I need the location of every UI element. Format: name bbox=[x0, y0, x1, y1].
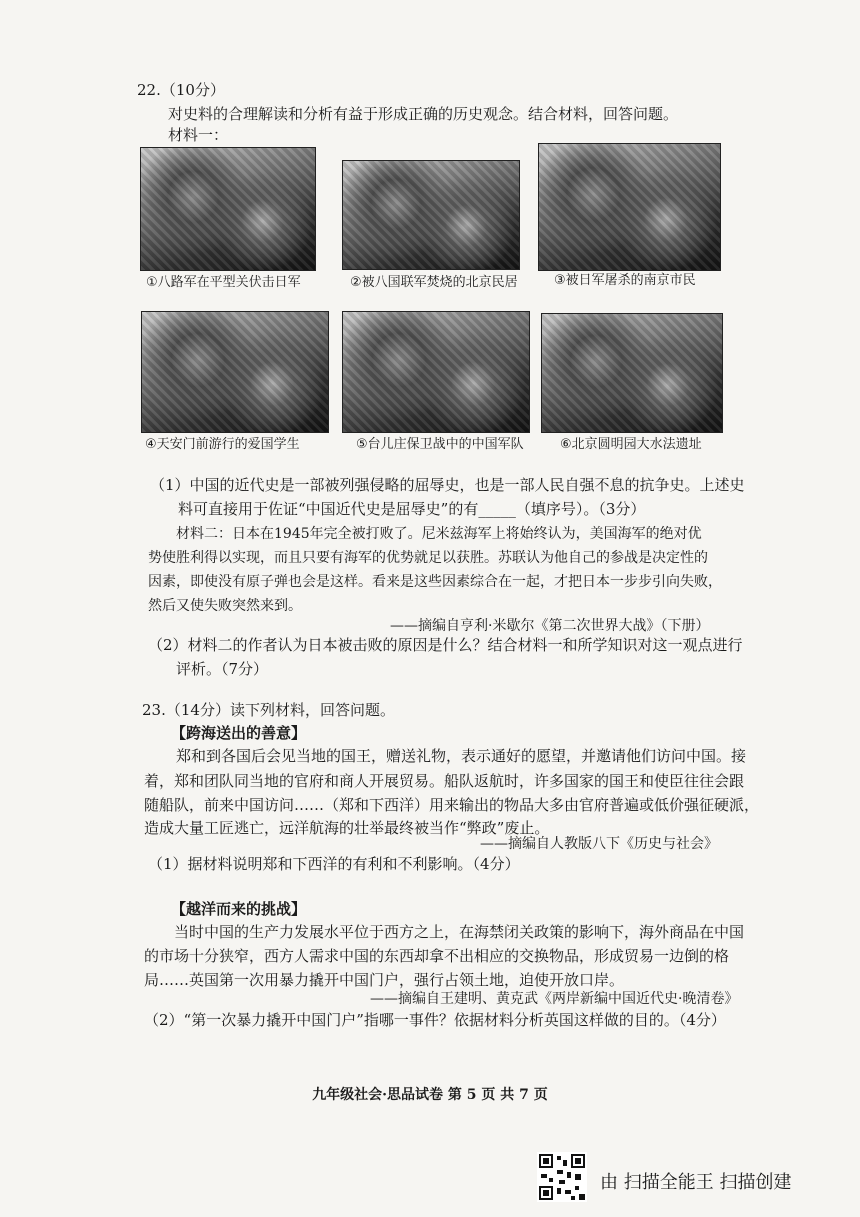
photo-1 bbox=[140, 147, 316, 271]
q22-sub1-line2: 料可直接用于佐证“中国近代史是屈辱史”的有_____（填序号）。（3分） bbox=[178, 500, 646, 518]
photo-1-caption: ①八路军在平型关伏击日军 bbox=[146, 275, 301, 290]
q23-sub2: （2）“第一次暴力撬开中国门户”指哪一事件？依据材料分析英国这样做的目的。（4分） bbox=[144, 1011, 726, 1029]
q23-section1-source: ——摘编自人教版八下《历史与社会》 bbox=[480, 836, 718, 852]
photo-2 bbox=[342, 160, 520, 270]
material2-line2: 势使胜利得以实现，而且只要有海军的优势就足以获胜。苏联认为他自己的参战是决定性的 bbox=[148, 550, 708, 566]
q22-sub2-line2: 评析。（7分） bbox=[176, 660, 269, 678]
q23-section1-line2: 着，郑和团队同当地的官府和商人开展贸易。船队返航时，许多国家的国王和使臣往往会跟 bbox=[144, 772, 745, 790]
q22-header: 22.（10分） bbox=[137, 81, 225, 99]
q23-section2-line2: 的市场十分狭窄，西方人需求中国的东西却拿不出相应的交换物品，形成贸易一边倒的格 bbox=[144, 947, 730, 965]
photo-6 bbox=[541, 313, 723, 433]
photo-5 bbox=[342, 311, 530, 433]
q22-intro: 对史料的合理解读和分析有益于形成正确的历史观念。结合材料，回答问题。 bbox=[168, 105, 679, 123]
q23-section1-line4: 造成大量工匠逃亡，远洋航海的壮举最终被当作“弊政”废止。 bbox=[144, 819, 550, 837]
q22-sub2-line1: （2）材料二的作者认为日本被击败的原因是什么？结合材料一和所学知识对这一观点进行 bbox=[148, 636, 743, 654]
q23-sub1: （1）据材料说明郑和下西洋的有利和不利影响。（4分） bbox=[148, 855, 520, 873]
q23-section2-line1: 当时中国的生产力发展水平位于西方之上，在海禁闭关政策的影响下，海外商品在中国 bbox=[174, 923, 745, 941]
material2-line4: 然后又使失败突然来到。 bbox=[148, 598, 302, 614]
photo-4-caption: ④天安门前游行的爱国学生 bbox=[145, 437, 300, 452]
q23-section1-title: 【跨海送出的善意】 bbox=[171, 724, 307, 742]
material2-line1: 材料二：日本在1945年完全被打败了。尼米兹海军上将始终认为，美国海军的绝对优 bbox=[176, 526, 702, 542]
photo-2-caption: ②被八国联军焚烧的北京民居 bbox=[350, 275, 518, 290]
q22-sub1-line1: （1）中国的近代史是一部被列强侵略的屈辱史，也是一部人民自强不息的抗争史。上述史 bbox=[150, 476, 745, 494]
qr-code-icon bbox=[537, 1152, 587, 1202]
scanner-watermark: 由 扫描全能王 扫描创建 bbox=[600, 1172, 792, 1193]
q23-section1-line3: 随船队，前来中国访问……（郑和下西洋）用来输出的物品大多由官府普遍或低价强征硬派， bbox=[144, 796, 760, 814]
page-footer: 九年级社会·思品试卷 第 5 页 共 7 页 bbox=[312, 1087, 548, 1103]
material2-source: ——摘编自亨利·米歇尔《第二次世界大战》（下册） bbox=[390, 618, 710, 634]
photo-4 bbox=[141, 311, 329, 433]
q23-section2-title: 【越洋而来的挑战】 bbox=[171, 900, 307, 918]
photo-5-caption: ⑤台儿庄保卫战中的中国军队 bbox=[356, 437, 524, 452]
q23-section2-line3: 局……英国第一次用暴力撬开中国门户，强行占领土地，迫使开放口岸。 bbox=[144, 971, 625, 989]
photo-3-caption: ③被日军屠杀的南京市民 bbox=[554, 273, 696, 288]
q23-section1-line1: 郑和到各国后会见当地的国王，赠送礼物，表示通好的愿望，并邀请他们访问中国。接 bbox=[176, 747, 747, 765]
material2-line3: 因素，即使没有原子弹也会是这样。看来是这些因素综合在一起，才把日本一步步引向失败， bbox=[148, 574, 722, 590]
material1-label: 材料一： bbox=[168, 126, 229, 144]
q23-section2-source: ——摘编自王建明、黄克武《两岸新编中国近代史·晚清卷》 bbox=[370, 991, 739, 1007]
photo-3 bbox=[538, 143, 721, 271]
photo-6-caption: ⑥北京圆明园大水法遗址 bbox=[560, 437, 702, 452]
q23-header: 23.（14分）读下列材料，回答问题。 bbox=[142, 701, 395, 719]
